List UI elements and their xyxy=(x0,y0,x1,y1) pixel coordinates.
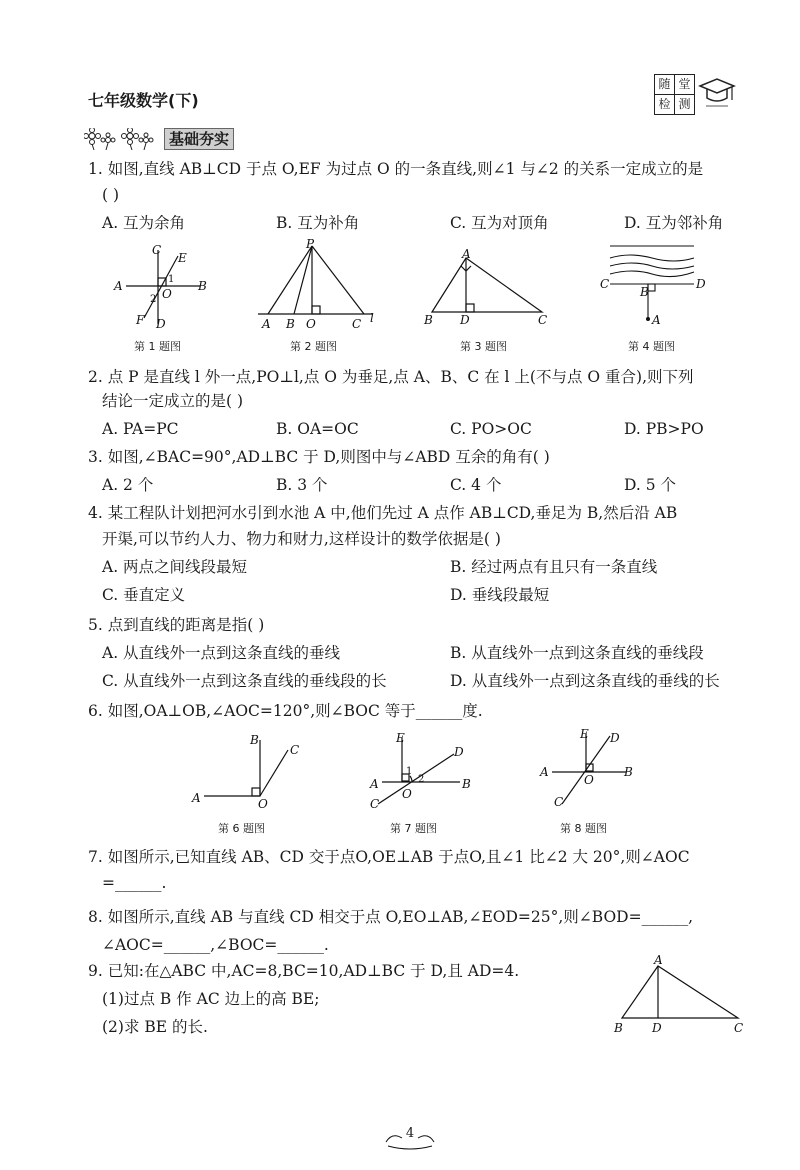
q4-option-b: B. 经过两点有且只有一条直线 xyxy=(450,558,658,576)
fig1-label: D xyxy=(156,317,166,330)
fig9-label: B xyxy=(614,1021,623,1035)
q3-option-c: C. 4 个 xyxy=(450,476,502,494)
q4-option-d: D. 垂线段最短 xyxy=(450,586,550,604)
page-number: 4 xyxy=(405,1126,415,1141)
fig9-label: C xyxy=(734,1021,744,1035)
fig6-label: A xyxy=(192,791,201,805)
figure-caption: 第 8 题图 xyxy=(560,822,607,835)
fig2-label: P xyxy=(306,238,315,251)
fig4-label: D xyxy=(696,277,706,291)
figure-caption: 第 3 题图 xyxy=(460,340,507,353)
fig6-label: C xyxy=(290,743,300,757)
q1-option-a: A. 互为余角 xyxy=(102,214,186,232)
fig7-label: D xyxy=(454,745,464,759)
fig7-label: C xyxy=(370,797,380,811)
question-6-text: 6. 如图,OA⊥OB,∠AOC=120°,则∠BOC 等于______度. xyxy=(88,702,483,720)
q5-option-a: A. 从直线外一点到这条直线的垂线 xyxy=(102,644,341,662)
fig8-label: A xyxy=(540,765,549,779)
fig9-label: A xyxy=(654,953,663,967)
q3-option-b: B. 3 个 xyxy=(276,476,328,494)
q5-option-c: C. 从直线外一点到这条直线的垂线段的长 xyxy=(102,672,387,690)
fig2-label: O xyxy=(306,317,316,330)
question-3-text: 3. 如图,∠BAC=90°,AD⊥BC 于 D,则图中与∠ABD 互余的角有( ) xyxy=(88,448,550,466)
figure-9 xyxy=(610,952,750,1036)
badge-char: 测 xyxy=(674,94,695,115)
fig4-label: C xyxy=(600,277,610,291)
q5-option-d: D. 从直线外一点到这条直线的垂线的长 xyxy=(450,672,720,690)
fig8-label: C xyxy=(554,795,564,809)
q4-option-c: C. 垂直定义 xyxy=(102,586,186,604)
q1-option-d: D. 互为邻补角 xyxy=(624,214,724,232)
figure-7 xyxy=(366,730,480,812)
figure-3 xyxy=(420,246,556,330)
fig8-label: B xyxy=(624,765,633,779)
fig7-label: 2 xyxy=(418,774,425,785)
question-4-text: 4. 某工程队计划把河水引到水池 A 中,他们先过 A 点作 AB⊥CD,垂足为 B,然后沿 AB xyxy=(88,504,678,522)
fig6-label: O xyxy=(258,797,268,811)
graduation-cap-logo-icon xyxy=(698,76,736,112)
fig7-label: O xyxy=(402,787,412,801)
fig7-label: B xyxy=(462,777,471,791)
figure-8 xyxy=(534,726,644,812)
fig2-label: C xyxy=(352,317,362,330)
fig4-label: A xyxy=(652,313,661,327)
figure-caption: 第 4 题图 xyxy=(628,340,675,353)
fig1-label: O xyxy=(162,287,172,301)
fig1-label: F xyxy=(136,313,145,327)
q4-option-a: A. 两点之间线段最短 xyxy=(102,558,248,576)
fig7-label: A xyxy=(370,777,379,791)
fig6-label: B xyxy=(250,733,259,747)
figure-2 xyxy=(252,238,382,330)
q3-option-d: D. 5 个 xyxy=(624,476,677,494)
fig1-label: 2 xyxy=(150,294,157,305)
fig1-label: A xyxy=(114,279,123,293)
flower-decoration-icon xyxy=(84,128,160,150)
question-1-text: 1. 如图,直线 AB⊥CD 于点 O,EF 为过点 O 的一条直线,则∠1 与∠2 的关系一定成立的是 xyxy=(88,160,704,178)
question-8-text: 8. 如图所示,直线 AB 与直线 CD 相交于点 O,EO⊥AB,∠EOD=25°,则∠BOD=______, xyxy=(88,908,694,926)
badge-char: 堂 xyxy=(674,74,695,95)
fig1-label: C xyxy=(152,243,162,257)
header-badge xyxy=(654,74,736,114)
fig1-label: B xyxy=(198,279,207,293)
fig2-label: l xyxy=(370,311,374,325)
fig8-label: D xyxy=(610,731,620,745)
fig2-label: B xyxy=(286,317,295,330)
question-2-text-2: 结论一定成立的是( ) xyxy=(102,392,244,410)
figure-caption: 第 1 题图 xyxy=(134,340,181,353)
q2-option-c: C. PO>OC xyxy=(450,420,532,438)
figure-caption: 第 7 题图 xyxy=(390,822,437,835)
fig1-label: E xyxy=(178,251,187,265)
badge-char: 检 xyxy=(654,94,675,115)
question-5-text: 5. 点到直线的距离是指( ) xyxy=(88,616,265,634)
question-7-blank: =______. xyxy=(102,874,167,892)
q1-option-b: B. 互为补角 xyxy=(276,214,360,232)
figure-1 xyxy=(110,240,210,330)
figure-4 xyxy=(590,238,720,330)
q3-option-a: A. 2 个 xyxy=(102,476,154,494)
fig1-label: 1 xyxy=(168,274,175,285)
question-1-blank: ( ) xyxy=(102,186,120,204)
fig3-label: D xyxy=(460,313,470,327)
figure-caption: 第 2 题图 xyxy=(290,340,337,353)
section-heading xyxy=(84,128,234,150)
question-9-text: 9. 已知:在△ABC 中,AC=8,BC=10,AD⊥BC 于 D,且 AD=4. xyxy=(88,962,520,980)
fig7-label: E xyxy=(396,731,405,745)
question-7-text: 7. 如图所示,已知直线 AB、CD 交于点O,OE⊥AB 于点O,且∠1 比∠2 大 20°,则∠AOC xyxy=(88,848,690,866)
fig3-label: B xyxy=(424,313,433,327)
q2-option-a: A. PA=PC xyxy=(102,420,179,438)
figure-caption: 第 6 题图 xyxy=(218,822,265,835)
fig2-label: A xyxy=(262,317,271,330)
section-title: 基础夯实 xyxy=(164,128,234,150)
q2-option-b: B. OA=OC xyxy=(276,420,359,438)
fig3-label: C xyxy=(538,313,548,327)
page-header-title: 七年级数学(下) xyxy=(88,91,199,110)
q1-option-c: C. 互为对顶角 xyxy=(450,214,549,232)
fig4-label: B xyxy=(640,285,649,299)
fig7-label: 1 xyxy=(406,766,413,777)
badge-char: 随 xyxy=(654,74,675,95)
question-9-part-1: (1)过点 B 作 AC 边上的高 BE; xyxy=(102,990,320,1008)
question-8-blank: ∠AOC=______,∠BOC=______. xyxy=(102,936,329,954)
question-4-text-2: 开渠,可以节约人力、物力和财力,这样设计的数学依据是( ) xyxy=(102,530,501,548)
question-9-part-2: (2)求 BE 的长. xyxy=(102,1018,208,1036)
q5-option-b: B. 从直线外一点到这条直线的垂线段 xyxy=(450,644,704,662)
fig3-label: A xyxy=(462,247,471,261)
q2-option-d: D. PB>PO xyxy=(624,420,704,438)
question-2-text: 2. 点 P 是直线 l 外一点,PO⊥l,点 O 为垂足,点 A、B、C 在 l 上(不与点 O 重合),则下列 xyxy=(88,368,694,386)
fig8-label: O xyxy=(584,773,594,787)
fig9-label: D xyxy=(652,1021,662,1035)
fig8-label: E xyxy=(580,727,589,741)
figure-6 xyxy=(188,730,308,812)
